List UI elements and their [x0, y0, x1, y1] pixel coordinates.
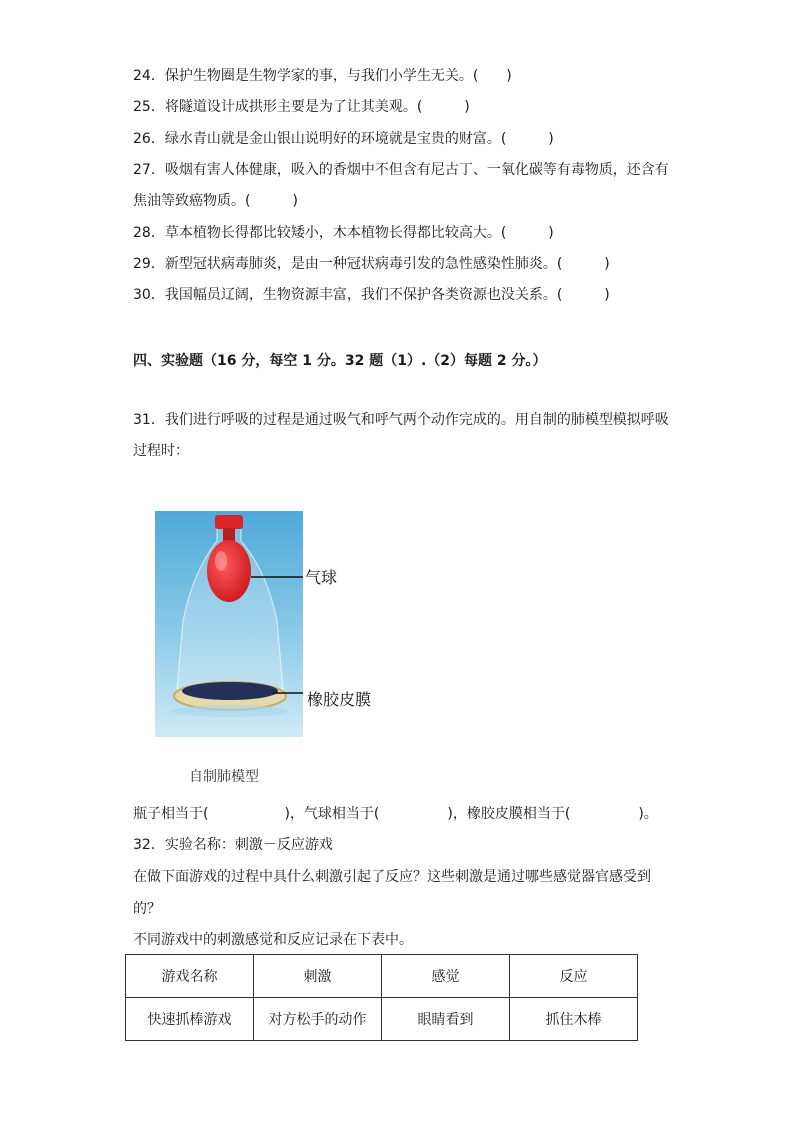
question-28: 28．草本植物长得都比较矮小，木本植物长得都比较高大。( ) [133, 225, 554, 241]
table-header-row [126, 955, 638, 998]
lung-model-figure [155, 511, 375, 737]
table-cell: 快速抓棒游戏 [126, 998, 254, 1041]
table-header-cell: 刺激 [254, 955, 382, 998]
balloon-icon [207, 540, 251, 602]
fill-part-end: )。 [638, 806, 658, 822]
question-32-line3: 不同游戏中的刺激感觉和反应记录在下表中。 [133, 932, 413, 948]
question-27-line1: 27．吸烟有害人体健康，吸入的香烟中不但含有尼古丁、一氧化碳等有毒物质，还含有 [133, 162, 669, 178]
question-32-title: 32．实验名称：刺激－反应游戏 [133, 837, 333, 853]
fill-part-membrane: )，橡胶皮膜相当于( [447, 806, 571, 822]
question-25: 25．将隧道设计成拱形主要是为了让其美观。( ) [133, 99, 470, 115]
bottle-cap [215, 515, 243, 529]
fill-part-bottle: 瓶子相当于( [133, 806, 209, 822]
table-header-cell: 游戏名称 [126, 955, 254, 998]
table-cell: 眼睛看到 [382, 998, 510, 1041]
question-24: 24．保护生物圈是生物学家的事，与我们小学生无关。( ) [133, 68, 512, 84]
table-cell: 对方松手的动作 [254, 998, 382, 1041]
question-29: 29．新型冠状病毒肺炎，是由一种冠状病毒引发的急性感染性肺炎。( ) [133, 256, 610, 272]
section-heading: 四、实验题（16 分，每空 1 分。32 题（1）.（2）每题 2 分。） [133, 353, 547, 369]
question-32-line1: 在做下面游戏的过程中具什么刺激引起了反应？这些刺激是通过哪些感觉器官感受到 [133, 869, 651, 885]
figure-caption: 自制肺模型 [189, 769, 259, 785]
balloon-label: 气球 [305, 568, 338, 587]
question-32-line2: 的？ [133, 901, 161, 917]
table-header-cell: 反应 [510, 955, 638, 998]
question-30: 30．我国幅员辽阔，生物资源丰富，我们不保护各类资源也没关系。( ) [133, 287, 610, 303]
lung-model-illustration [155, 511, 375, 737]
question-27-line2: 焦油等致癌物质。( ) [133, 193, 298, 209]
balloon-neck [223, 528, 235, 542]
question-31-fill-in [133, 805, 658, 823]
fill-part-balloon: )，气球相当于( [284, 806, 380, 822]
table-row [126, 998, 638, 1041]
membrane-label: 橡胶皮膜 [307, 690, 372, 709]
table-header-cell: 感觉 [382, 955, 510, 998]
question-26: 26．绿水青山就是金山银山说明好的环境就是宝贵的财富。( ) [133, 131, 554, 147]
table-cell: 抓住木棒 [510, 998, 638, 1041]
question-31-line2: 过程时： [133, 443, 189, 459]
rubber-membrane [182, 682, 278, 700]
stimulus-response-table [125, 954, 638, 1041]
question-31-line1: 31．我们进行呼吸的过程是通过吸气和呼气两个动作完成的。用自制的肺模型模拟呼吸 [133, 412, 669, 428]
